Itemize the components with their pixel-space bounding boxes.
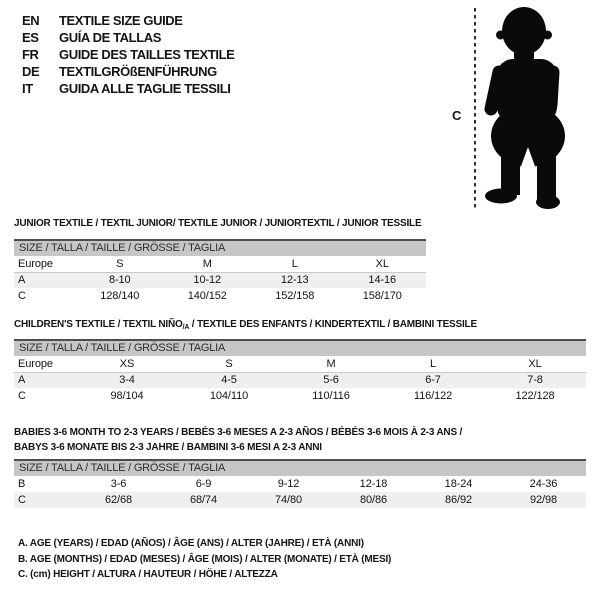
table-cell: 92/98 bbox=[529, 494, 558, 506]
row-label: Europe bbox=[14, 356, 76, 372]
column-header: M bbox=[164, 256, 252, 272]
row-label: C bbox=[18, 494, 26, 506]
table-cell: 140/152 bbox=[187, 290, 227, 302]
table-cell: 12-13 bbox=[280, 274, 309, 287]
table-cell: 6-9 bbox=[195, 478, 212, 490]
table-cell: 80/86 bbox=[359, 494, 388, 506]
language-list bbox=[22, 12, 234, 97]
children-title-post: / TEXTILE DES ENFANTS / KINDERTEXTIL / BAMBINI TESSILE bbox=[189, 319, 477, 330]
children-title-pre: CHILDREN'S TEXTILE / TEXTIL NIÑO bbox=[14, 319, 183, 330]
language-label: TEXTILE SIZE GUIDE bbox=[59, 13, 183, 28]
language-label: GUIDE DES TAILLES TEXTILE bbox=[59, 47, 235, 62]
column-header: L bbox=[251, 256, 339, 272]
column-header: M bbox=[280, 356, 382, 372]
language-row bbox=[22, 46, 234, 63]
table-row bbox=[14, 356, 586, 372]
table-row bbox=[14, 288, 426, 304]
size-header-bar: SIZE / TALLA / TAILLE / GRÖSSE / TAGLIA bbox=[14, 239, 426, 256]
table-cell: 18-24 bbox=[444, 478, 473, 490]
column-header: XL bbox=[484, 356, 586, 372]
language-label: TEXTILGRÖßENFÜHRUNG bbox=[59, 64, 217, 79]
language-code: EN bbox=[22, 13, 40, 28]
legend-line-a: A. AGE (YEARS) / EDAD (AÑOS) / ÂGE (ANS) / ALTER (JAHRE) / ETÀ (ANNI) bbox=[18, 538, 364, 549]
row-label: Europe bbox=[14, 256, 76, 272]
table-cell: 8-10 bbox=[108, 274, 131, 287]
table-cell: 104/110 bbox=[209, 390, 249, 402]
table-cell: 14-16 bbox=[368, 274, 397, 287]
table-row bbox=[14, 372, 586, 388]
table-row bbox=[14, 272, 426, 288]
language-code: FR bbox=[22, 47, 39, 62]
table-cell: 122/128 bbox=[515, 390, 555, 402]
language-row bbox=[22, 29, 234, 46]
measurement-legend bbox=[18, 536, 391, 583]
language-label: GUÍA DE TALLAS bbox=[59, 30, 162, 45]
row-label: A bbox=[18, 374, 26, 387]
row-label: A bbox=[18, 274, 26, 287]
table-cell: 158/170 bbox=[362, 290, 402, 302]
table-cell: 62/68 bbox=[104, 494, 133, 506]
table-cell: 7-8 bbox=[527, 374, 543, 387]
language-row bbox=[22, 63, 234, 80]
table-row bbox=[14, 492, 586, 508]
language-row bbox=[22, 12, 234, 29]
table-cell: 3-4 bbox=[119, 374, 135, 387]
table-cell: 98/104 bbox=[110, 390, 144, 402]
table-row bbox=[14, 388, 586, 404]
column-header: S bbox=[178, 356, 280, 372]
table-cell: 4-5 bbox=[221, 374, 237, 387]
table-cell: 3-6 bbox=[110, 478, 127, 490]
table-cell: 128/140 bbox=[100, 290, 140, 302]
table-cell: 74/80 bbox=[274, 494, 303, 506]
language-row bbox=[22, 80, 234, 97]
table-cell: 116/122 bbox=[413, 390, 453, 402]
table-row bbox=[14, 256, 426, 272]
row-label: C bbox=[18, 290, 26, 302]
table-cell: 24-36 bbox=[529, 478, 558, 490]
size-header-bar: SIZE / TALLA / TAILLE / GRÖSSE / TAGLIA bbox=[14, 339, 586, 356]
table-cell: 86/92 bbox=[444, 494, 473, 506]
table-cell: 152/158 bbox=[275, 290, 315, 302]
language-label: GUIDA ALLE TAGLIE TESSILI bbox=[59, 81, 231, 96]
table-cell: 12-18 bbox=[359, 478, 388, 490]
legend-line-c: C. (cm) HEIGHT / ALTURA / HAUTEUR / HÖHE / ALTEZZA bbox=[18, 569, 278, 580]
table-cell: 10-12 bbox=[193, 274, 222, 287]
language-code: DE bbox=[22, 64, 40, 79]
column-header: S bbox=[76, 256, 164, 272]
junior-section-title: JUNIOR TEXTILE / TEXTIL JUNIOR/ TEXTILE JUNIOR / JUNIORTEXTIL / JUNIOR TESSILE bbox=[14, 218, 422, 229]
baby-silhouette-icon bbox=[484, 5, 580, 210]
table-cell: 5-6 bbox=[323, 374, 339, 387]
table-cell: 68/74 bbox=[189, 494, 218, 506]
height-measure-label: C bbox=[452, 108, 462, 123]
table-cell: 6-7 bbox=[425, 374, 441, 387]
column-header: L bbox=[382, 356, 484, 372]
size-header-bar: SIZE / TALLA / TAILLE / GRÖSSE / TAGLIA bbox=[14, 459, 586, 476]
babies-size-table bbox=[14, 476, 586, 508]
babies-title-line1: BABIES 3-6 MONTH TO 2-3 YEARS / BEBÉS 3-6 MESES A 2-3 AÑOS / BÉBÉS 3-6 MOIS À 2-3 ANS / bbox=[14, 427, 463, 438]
babies-title-line2: BABYS 3-6 MONATE BIS 2-3 JAHRE / BAMBINI 3-6 MESI A 2-3 ANNI bbox=[14, 442, 322, 453]
height-dotted-line bbox=[474, 8, 476, 208]
children-size-table bbox=[14, 356, 586, 404]
table-row bbox=[14, 476, 586, 492]
babies-section-title bbox=[14, 425, 462, 455]
junior-size-table bbox=[14, 256, 426, 304]
legend-line-b: B. AGE (MONTHS) / EDAD (MESES) / ÂGE (MOIS) / ALTER (MONATE) / ETÀ (MESI) bbox=[18, 553, 392, 565]
language-code: IT bbox=[22, 81, 33, 96]
row-label: C bbox=[18, 390, 26, 402]
column-header: XS bbox=[76, 356, 178, 372]
language-code: ES bbox=[22, 30, 39, 45]
table-cell: 9-12 bbox=[277, 478, 300, 490]
children-title-subscript: /A bbox=[182, 324, 190, 331]
children-section-title bbox=[14, 317, 477, 335]
column-header: XL bbox=[339, 256, 427, 272]
table-cell: 110/116 bbox=[312, 390, 350, 402]
row-label: B bbox=[18, 478, 26, 490]
